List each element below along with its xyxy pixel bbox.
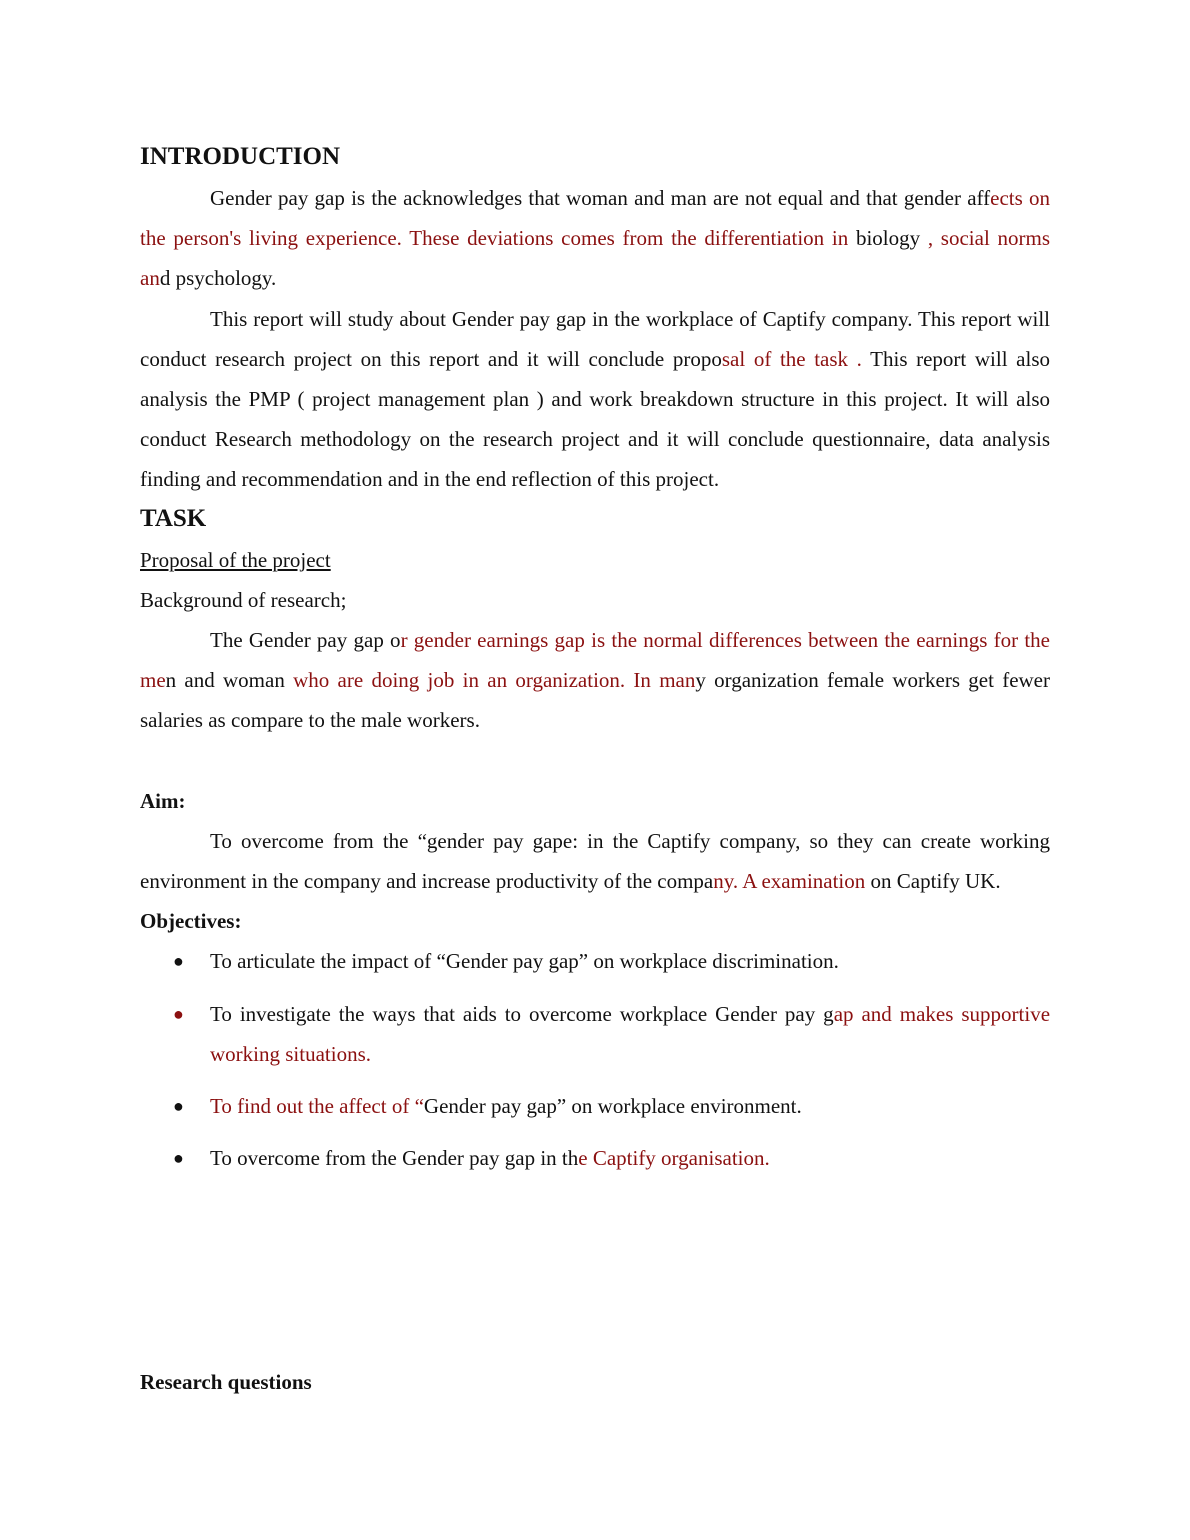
objective-highlight: To find out the affect of “ (210, 1094, 424, 1119)
blank-line (140, 741, 1050, 781)
bg-text: The Gender pay gap o (210, 628, 401, 653)
proposal-title-text: Proposal of the project (140, 547, 331, 572)
objective-item (140, 994, 1050, 1074)
objective-text: Gender pay gap” on workplace environment. (423, 1094, 802, 1119)
objective-text: To overcome from the Gender pay gap in th (210, 1146, 579, 1171)
intro-p2-highlight: sal of the task . (721, 346, 862, 371)
intro-p1-text-2: biology (848, 226, 928, 251)
objective-highlight: e Captify organisation. (578, 1146, 770, 1171)
bg-text-3: y organization female workers get fewer salaries as compare to the male workers. (140, 668, 1050, 733)
background-label: Background of research; (140, 587, 347, 612)
bullet-icon: ● (173, 951, 184, 972)
background-paragraph (140, 620, 1050, 741)
objective-highlight: ap and makes s (833, 1001, 970, 1026)
intro-p2-text-2: This report will also analysis the PMP ( project management plan ) and work breakdown structure in this project. It will also conduct Research methodology on the research project and it will conclude questionnaire, data analysis finding and recommendation and in the end reflection of this project. (140, 346, 1051, 492)
bg-highlight-2: who are doing job in an organization. In man (293, 668, 696, 693)
aim-text-2: on Captify UK. (865, 869, 1001, 894)
bg-text-2: n and woman (165, 668, 294, 693)
proposal-title (140, 540, 1050, 580)
introduction-heading: INTRODUCTION (140, 143, 341, 170)
research-questions-heading: Research questions (140, 1370, 312, 1394)
bullet-icon: ● (173, 1148, 184, 1169)
intro-p1-text-3: d psychology. (159, 266, 277, 291)
objective-highlight-cont: upportive working situations. (210, 1001, 1051, 1066)
task-heading: TASK (140, 504, 207, 532)
aim-label: Aim: (140, 788, 186, 813)
intro-p2-text: This report will study about Gender pay gap in the workplace of Captify company. This report will conduct research project on this report and it will conclude propo (140, 306, 1050, 371)
aim-paragraph (140, 821, 1050, 901)
objective-text: To investigate the ways that aids to overcome workplace Gender pay g (210, 1001, 834, 1026)
objective-item (140, 941, 1050, 981)
objective-item (140, 1086, 1050, 1126)
intro-paragraph-2 (140, 299, 1050, 500)
document-page (140, 138, 1050, 1190)
intro-paragraph-1 (140, 178, 1050, 299)
objectives-list (140, 941, 1050, 1178)
intro-p1-highlight-2: , social norms an (140, 226, 1051, 291)
bg-highlight: r gender earnings gap is the normal differences between the earnings for the me (140, 628, 1050, 693)
objective-text: To articulate the impact of “Gender pay gap” on workplace discrimination. (210, 949, 839, 974)
bullet-icon: ● (173, 1096, 184, 1117)
objective-item (140, 1138, 1050, 1178)
bullet-icon: ● (173, 1003, 184, 1024)
aim-text: To overcome from the “gender pay gape: in the Captify company, so they can create working environment in the company and increase productivity of the compa (140, 828, 1050, 894)
aim-highlight: ny. A examination (713, 869, 866, 894)
intro-p1-highlight: ects on the person's living experience. These deviations comes from the differentiation in (140, 186, 1050, 251)
objectives-label: Objectives: (140, 909, 242, 934)
intro-p1-text: Gender pay gap is the acknowledges that woman and man are not equal and that gender aff (210, 186, 991, 210)
